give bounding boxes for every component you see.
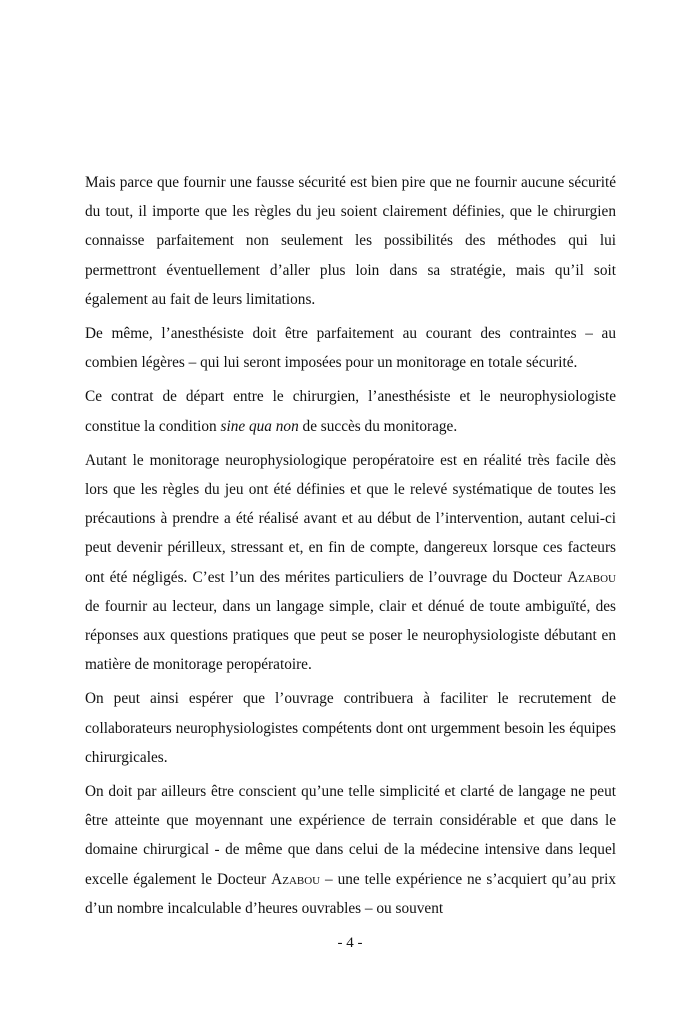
paragraph-4 [85,446,616,680]
text-segment: de succès du monitorage. [298,417,458,435]
text-segment: De même, l’anesthésiste doit être parfaitement au courant des contraintes – au combien légères – qui lui seront imposées pour un monitorage en totale sécurité. [85,325,616,372]
text-segment: On doit par ailleurs être conscient qu’une telle simplicité et clarté de langage ne peut être atteinte que moyennant une expérience de terrain considérable et que dans le domaine chirurgical - de même que dans celui de la médecine intensive dans lequel excelle également le Docteur [85,783,616,888]
paragraph-1 [85,168,616,314]
paragraph-3 [85,382,616,440]
page-body [85,168,616,928]
paragraph-5 [85,684,616,772]
paragraph-6 [85,777,616,923]
text-segment: de fournir au lecteur, dans un langage simple, clair et dénué de toute ambiguïté, des réponses aux questions pratiques que peut se poser le neurophysiologiste débutant en matière de monitorage peropératoire. [85,597,616,674]
text-segment: On peut ainsi espérer que l’ouvrage contribuera à faciliter le recrutement de collaborateurs neurophysiologistes compétents dont ont urgemment besoin les équipes chirurgicales. [85,690,616,766]
author-name: Azabou [567,568,616,586]
text-segment: Autant le monitorage neurophysiologique peropératoire est en réalité très facile dès lors que les règles du jeu ont été définies et que le relevé systématique de toutes les précautions à prendre a été réalisé avant et au début de l’intervention, autant celui-ci peut devenir périlleux, stressant et, en fin de compte, dangereux lorsque ces facteurs ont été négligés. C’est l’un des mérites particuliers de l’ouvrage du Docteur [85,451,616,586]
text-segment: Mais parce que fournir une fausse sécurité est bien pire que ne fournir aucune sécurité du tout, il importe que les règles du jeu soient clairement définies, que le chirurgien connaisse parfaitement non seulement les possibilités des méthodes qui lui permettront éventuellement d’aller plus loin dans sa stratégie, mais qu’il soit également au fait de leurs limitations. [85,174,616,308]
italic-phrase: sine qua non [220,417,299,435]
author-name: Azabou [271,870,321,888]
text-segment: Ce contrat de départ entre le chirurgien, l’anesthésiste et le neurophysiologiste constitue la condition [85,388,616,435]
text-segment: – une telle expérience ne s’acquiert qu’au prix d’un nombre incalculable d’heures ouvrables – ou souvent [85,870,617,917]
paragraph-2 [85,319,616,377]
page-number: - 4 - [337,935,363,951]
